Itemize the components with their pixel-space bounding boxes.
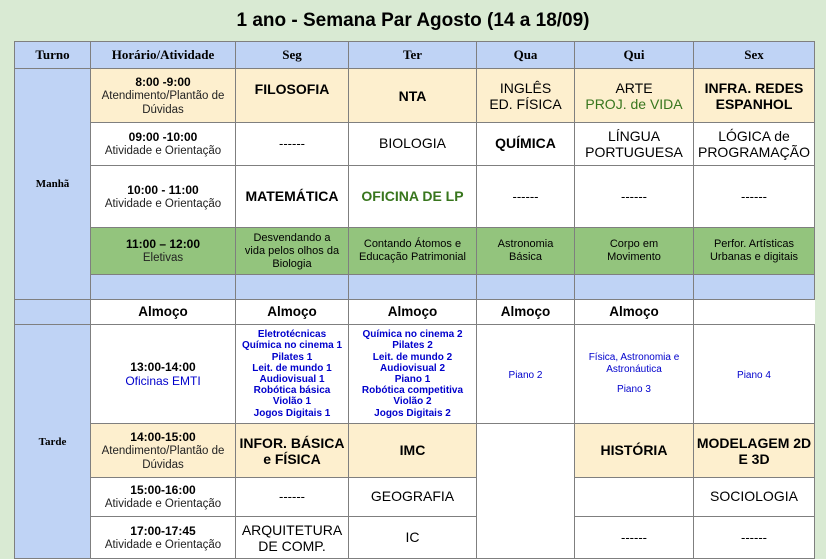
time-label: 11:00 – 12:00 (125, 237, 201, 251)
workshop-item: Astronáutica (606, 363, 662, 375)
elective-label: Astronomia (497, 238, 554, 250)
table-row (15, 275, 815, 300)
subject-label: HISTÓRIA (600, 441, 668, 458)
elective-label: Desvendando a (253, 231, 331, 244)
cell-qua-empty (477, 424, 575, 559)
subject-label: MODELAGEM 2D (696, 434, 812, 451)
table-row (15, 228, 815, 275)
header-qua: Qua (477, 42, 575, 69)
activity-label: Atividade e Orientação (104, 538, 222, 551)
cell-almoco (91, 300, 236, 325)
spacer (577, 375, 691, 384)
subject-label: INFRA. REDES (704, 79, 804, 96)
subject-label: LÍNGUA (607, 128, 661, 144)
cell-ter (349, 123, 477, 166)
subject-label: PROGRAMAÇÃO (697, 144, 810, 160)
spacer-cell (15, 300, 91, 325)
spacer-cell (477, 275, 575, 300)
cell-qua (477, 325, 575, 424)
workshop-item: Piano 1 (394, 374, 431, 385)
time-label: 10:00 - 11:00 (127, 182, 199, 197)
time-label: 17:00-17:45 (130, 523, 196, 538)
workshop-item: Física, Astronomia e (588, 352, 680, 364)
lunch-label: Almoço (267, 304, 317, 319)
cell-sex (694, 228, 815, 275)
time-cell (91, 325, 236, 424)
empty-dash: ------ (279, 489, 305, 504)
cell-ter (349, 166, 477, 228)
time-cell (91, 123, 236, 166)
workshop-item: Violão 1 (272, 396, 312, 408)
cell-qua (477, 123, 575, 166)
empty-dash: ------ (512, 188, 539, 204)
cell-almoco (477, 300, 575, 325)
workshop-item: Leit. de mundo 1 (252, 362, 332, 374)
workshop-item: Audiovisual 1 (259, 374, 325, 385)
elective-label: Movimento (607, 251, 661, 263)
subject-label: E 3D (738, 450, 770, 467)
workshop-item: Eletrotécnicas (257, 329, 327, 341)
empty-dash: ------ (621, 529, 647, 545)
time-label: 13:00-14:00 (130, 360, 196, 374)
time-cell (91, 478, 236, 517)
empty-dash: ------ (279, 136, 305, 151)
cell-ter (349, 424, 477, 478)
subject-label: OFICINA DE LP (361, 187, 464, 204)
header-qui: Qui (575, 42, 694, 69)
workshop-item: Jogos Digitais 2 (374, 407, 451, 419)
header-row (15, 42, 815, 69)
cell-seg (236, 69, 349, 123)
workshop-item: Audiovisual 2 (379, 362, 445, 374)
cell-seg (236, 166, 349, 228)
elective-label: Perfor. Artísticas (713, 238, 795, 250)
turno-tarde: Tarde (15, 325, 91, 559)
header-seg: Seg (236, 42, 349, 69)
elective-label: Urbanas e digitais (709, 251, 799, 263)
workshop-item: Piano 3 (617, 384, 651, 396)
subject-label: e FÍSICA (263, 450, 321, 467)
subject-label: FILOSOFIA (254, 81, 330, 97)
spacer-cell (349, 275, 477, 300)
cell-seg (236, 228, 349, 275)
empty-dash: ------ (621, 188, 647, 204)
cell-sex (694, 69, 815, 123)
subject-label: LÓGICA de (718, 128, 790, 144)
turno-manha: Manhã (15, 69, 91, 300)
page-title: 1 ano - Semana Par Agosto (14 a 18/09) (236, 10, 590, 31)
workshop-item: Pilates 1 (271, 351, 313, 363)
time-label: 8:00 -9:00 (135, 74, 191, 89)
cell-ter (349, 228, 477, 275)
workshop-item: Piano 4 (737, 370, 771, 381)
subject-label: SOCIOLOGIA (710, 488, 798, 504)
cell-ter (349, 69, 477, 123)
spacer-cell (694, 275, 815, 300)
cell-seg (236, 123, 349, 166)
workshop-item: Robótica básica (253, 385, 331, 397)
cell-sex (694, 123, 815, 166)
activity-label: Atendimento/Plantão de Dúvidas (101, 89, 225, 116)
lunch-label: Almoço (138, 304, 188, 319)
cell-qui (575, 424, 694, 478)
table-row (15, 166, 815, 228)
header-sex: Sex (694, 42, 815, 69)
subject-label: IC (405, 528, 420, 545)
activity-label: Atendimento/Plantão de Dúvidas (101, 444, 225, 471)
cell-qua (477, 166, 575, 228)
workshop-item: Química no cinema 1 (241, 340, 343, 352)
cell-sex (694, 478, 815, 517)
header-turno: Turno (15, 42, 91, 69)
cell-sex (694, 325, 815, 424)
spacer-cell (91, 275, 236, 300)
elective-label: Contando Átomos e (363, 238, 462, 250)
workshop-item: Química no cinema 2 (362, 329, 463, 341)
subject-label: INGLÊS (499, 79, 552, 96)
cell-qui (575, 325, 694, 424)
subject-label: NTA (398, 87, 427, 104)
cell-qui (575, 166, 694, 228)
cell-seg (236, 478, 349, 517)
cell-qui (575, 123, 694, 166)
cell-almoco (575, 300, 694, 325)
subject-label: QUÍMICA (495, 135, 556, 151)
table-row (15, 69, 815, 123)
header-horario: Horário/Atividade (91, 42, 236, 69)
activity-label: Oficinas EMTI (125, 374, 201, 388)
workshop-item: Leit. de mundo 2 (372, 351, 453, 363)
lunch-row (15, 300, 815, 325)
cell-ter (349, 517, 477, 559)
table-row (15, 478, 815, 517)
cell-qui (575, 69, 694, 123)
time-cell (91, 424, 236, 478)
table-row (15, 325, 815, 424)
subject-label: ESPANHOL (715, 95, 793, 112)
workshop-item: Violão 2 (393, 396, 432, 408)
table-row (15, 123, 815, 166)
empty-dash: ------ (741, 529, 767, 545)
cell-ter (349, 478, 477, 517)
lunch-label: Almoço (609, 304, 659, 319)
cell-ter (349, 325, 477, 424)
cell-sex (694, 166, 815, 228)
time-label: 15:00-16:00 (130, 483, 196, 497)
cell-qua (477, 228, 575, 275)
elective-label: Biologia (272, 257, 312, 270)
header-ter: Ter (349, 42, 477, 69)
elective-label: Corpo em (609, 238, 659, 250)
subject-label: INFOR. BÁSICA (239, 434, 345, 451)
workshop-item: Pilates 2 (392, 340, 433, 352)
activity-label: Atividade e Orientação (104, 145, 222, 157)
spacer-cell (236, 275, 349, 300)
time-cell (91, 69, 236, 123)
table-row (15, 517, 815, 559)
cell-almoco (236, 300, 349, 325)
subject-label: PROJ. de VIDA (585, 95, 683, 112)
subject-label: ED. FÍSICA (489, 95, 562, 112)
time-cell (91, 228, 236, 275)
cell-seg (236, 424, 349, 478)
activity-label: Eletivas (142, 252, 184, 264)
time-cell (91, 166, 236, 228)
lunch-label: Almoço (500, 304, 551, 319)
cell-qui (575, 517, 694, 559)
elective-label: Básica (508, 251, 543, 263)
subject-label: PORTUGUESA (585, 144, 683, 160)
subject-label: ARQUITETURA (241, 521, 343, 538)
activity-label: Atividade e Orientação (104, 197, 222, 210)
cell-qua (477, 69, 575, 123)
elective-label: Educação Patrimonial (358, 251, 466, 263)
schedule-table (14, 41, 815, 559)
cell-sex (694, 517, 815, 559)
subject-label: BIOLOGIA (379, 135, 446, 151)
elective-label: vida pelos olhos da (244, 244, 340, 257)
subject-label: ARTE (615, 79, 653, 96)
cell-qui (575, 228, 694, 275)
table-row (15, 424, 815, 478)
cell-sex (694, 424, 815, 478)
time-cell (91, 517, 236, 559)
empty-dash: ------ (741, 188, 767, 204)
activity-label: Atividade e Orientação (104, 498, 222, 510)
spacer-cell (575, 275, 694, 300)
workshop-item: Jogos Digitais 1 (253, 407, 331, 419)
cell-seg (236, 325, 349, 424)
subject-label: IMC (399, 441, 426, 458)
time-label: 09:00 -10:00 (128, 130, 198, 144)
subject-label: GEOGRAFIA (370, 488, 455, 504)
subject-label: DE COMP. (258, 537, 326, 554)
workshop-item: Robótica competitiva (361, 385, 464, 397)
workshop-item: Piano 2 (508, 370, 543, 381)
cell-seg (236, 517, 349, 559)
lunch-label: Almoço (387, 304, 438, 319)
cell-qui-empty (575, 478, 694, 517)
time-label: 14:00-15:00 (130, 429, 196, 444)
subject-label: MATEMÁTICA (245, 187, 339, 204)
cell-almoco (349, 300, 477, 325)
